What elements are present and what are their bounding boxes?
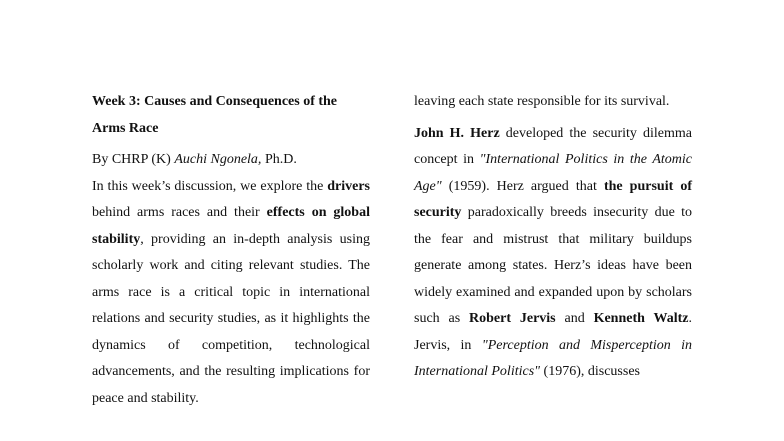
herz-bold-jervis: Robert Jervis: [469, 311, 556, 326]
herz-bold-name: John H. Herz: [414, 125, 500, 141]
intro-text-3: , providing an in-depth analysis using scholarly work and citing relevant studies. The arms race is a critical topic in international relations and security studies, as it highlights the dynamics of competition, technological advancements, and the resulting implications for peace and stability.: [92, 231, 370, 406]
intro-bold-effects: effects on global stability: [92, 205, 370, 247]
author-name: Auchi Ngonela,: [174, 152, 262, 167]
herz-text-6: (1976), discusses: [540, 364, 640, 379]
herz-bold-pursuit: the pursuit of security: [414, 178, 692, 220]
intro-paragraph: [92, 174, 370, 413]
herz-text-4: and: [555, 311, 594, 326]
byline-suffix: Ph.D.: [261, 152, 297, 167]
continuation-paragraph: leaving each state responsible for its survival.: [414, 94, 670, 109]
herz-text-3: paradoxically breeds insecurity due to the fear and mistrust that military buildups generate among states. Herz’s ideas have been widely examined and expanded upon by scholars such as: [414, 205, 692, 326]
herz-text-2: (1959). Herz argued that: [441, 178, 604, 194]
article-title: Week 3: Causes and Consequences of the Arms Race: [92, 94, 338, 136]
herz-text-1: developed the security dilemma concept in: [414, 125, 692, 167]
left-column: [92, 89, 370, 412]
jervis-book-title: "Perception and Misperception in International Politics": [414, 337, 692, 379]
byline-prefix: By CHRP (K): [92, 152, 175, 167]
byline: [92, 147, 370, 174]
herz-book-title: "International Politics in the Atomic Age": [414, 152, 692, 194]
intro-text-1: In this week’s discussion, we explore the: [92, 178, 328, 194]
right-column: [414, 89, 692, 386]
intro-bold-drivers: drivers: [327, 178, 370, 194]
herz-bold-waltz: Kenneth Waltz: [593, 311, 689, 326]
herz-paragraph: [414, 121, 692, 386]
herz-text-5: . Jervis, in: [414, 311, 692, 353]
intro-text-2: behind arms races and their: [92, 205, 267, 220]
